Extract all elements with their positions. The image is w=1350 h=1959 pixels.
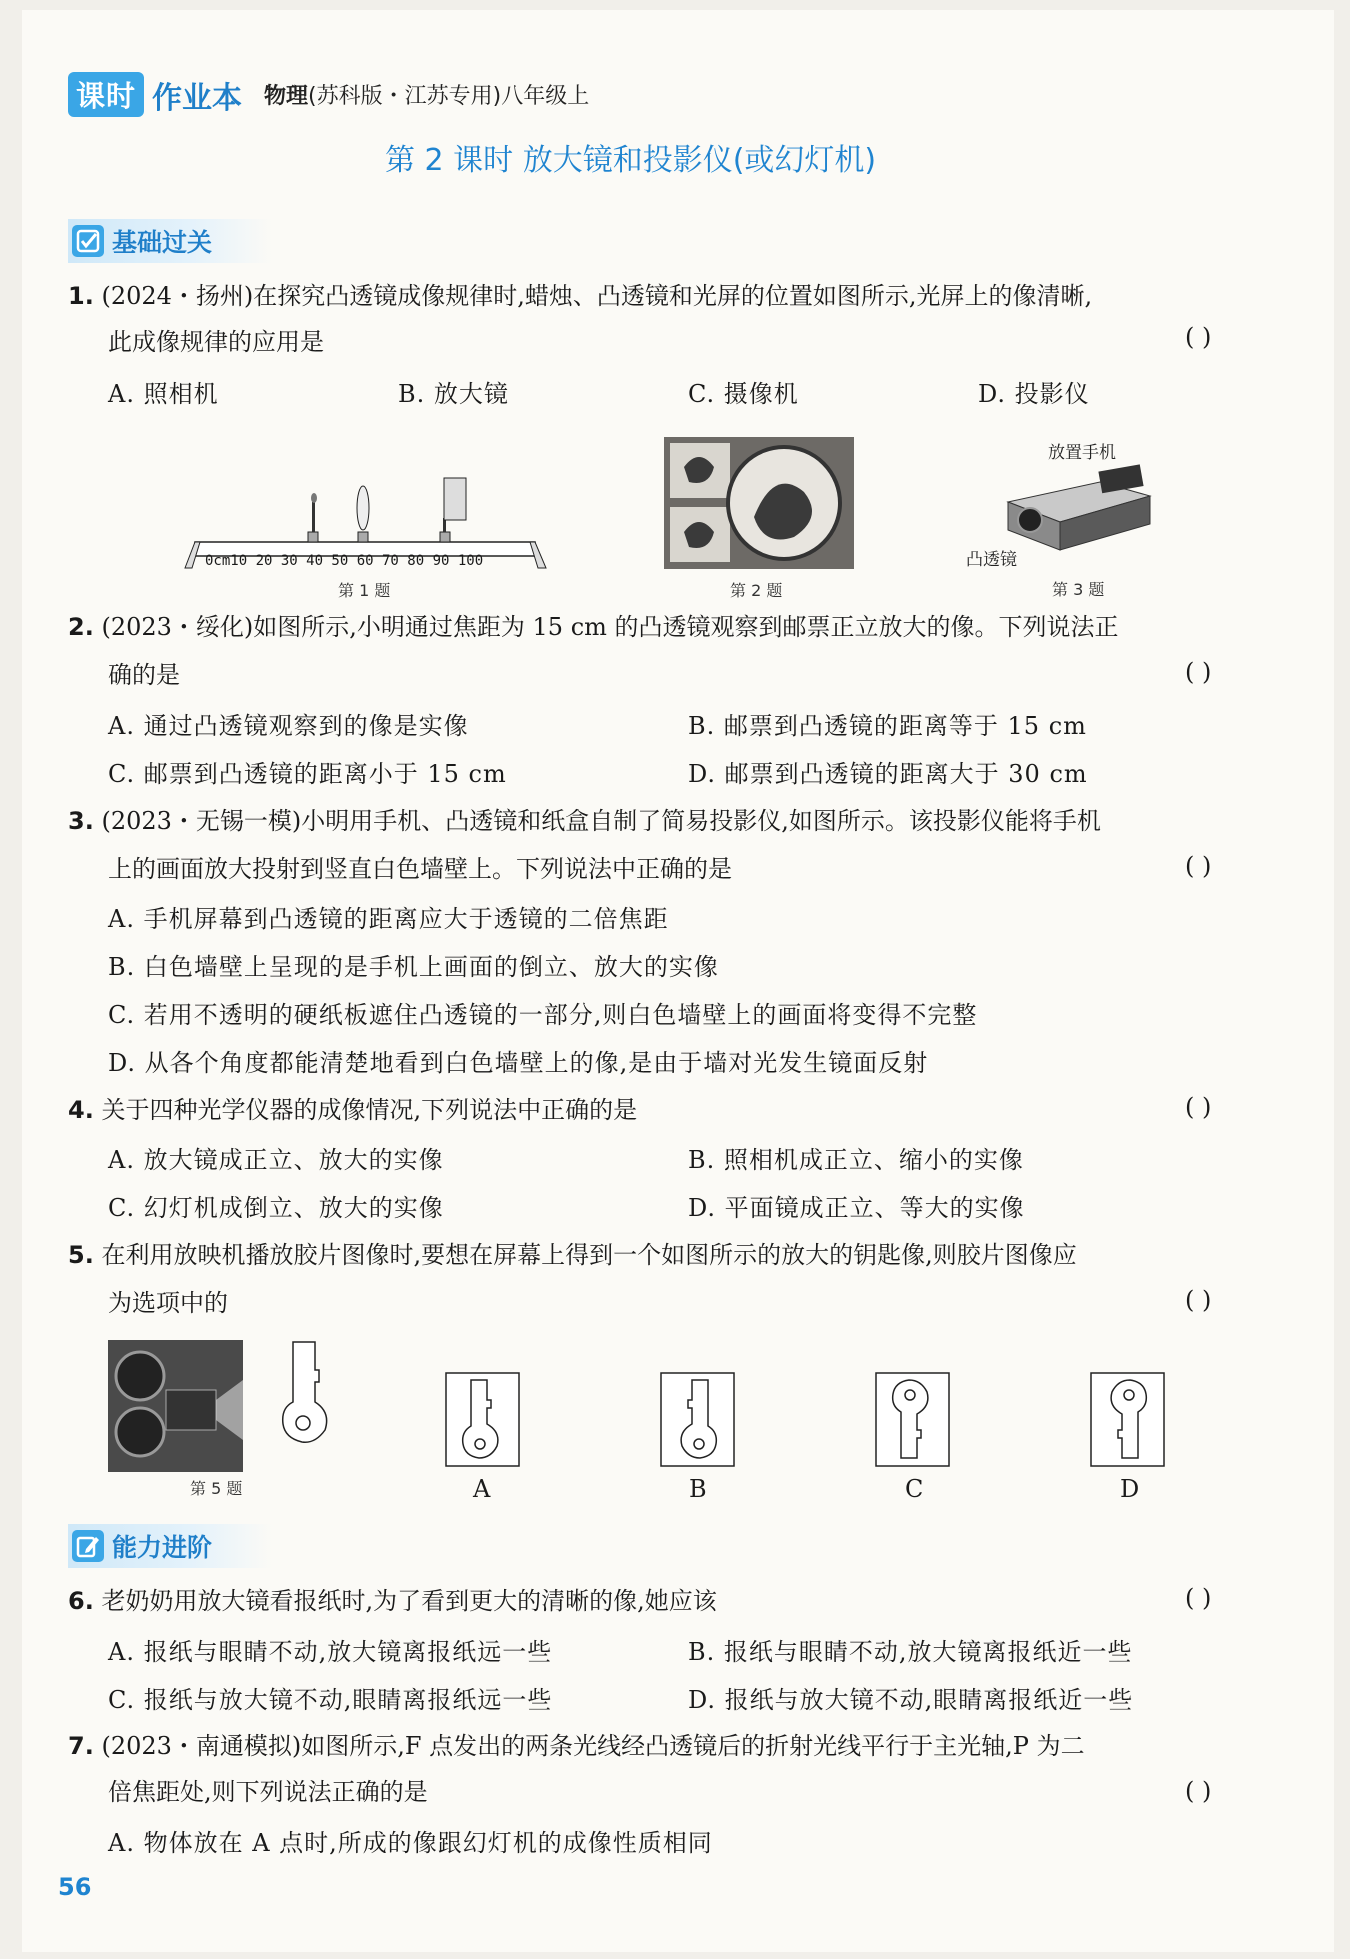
section-basic-header — [68, 219, 272, 263]
q6-option-c: C. 报纸与放大镜不动,眼睛离报纸远一些 — [108, 1686, 553, 1714]
q3-option-a: A. 手机屏幕到凸透镜的距离应大于透镜的二倍焦距 — [108, 905, 669, 933]
q3-stem-line2: 上的画面放大投射到竖直白色墙壁上。下列说法中正确的是 — [108, 855, 732, 883]
figure-2-stamp-magnifier-photo — [664, 437, 854, 569]
q2-option-b: B. 邮票到凸透镜的距离等于 15 cm — [688, 712, 1087, 740]
brand-logo: 课时 — [68, 72, 144, 117]
choice-a-film — [445, 1372, 520, 1467]
q1-answer-blank: ( ) — [1185, 323, 1212, 351]
q6-option-a: A. 报纸与眼睛不动,放大镜离报纸远一些 — [108, 1638, 553, 1666]
choice-d-film — [1090, 1372, 1165, 1467]
q5-stem-line1: 在利用放映机播放胶片图像时,要想在屏幕上得到一个如图所示的放大的钥匙像,则胶片图像应 — [101, 1241, 1077, 1269]
q4 — [68, 1091, 637, 1129]
subject-edition — [264, 79, 589, 110]
q6 — [68, 1582, 717, 1620]
choice-c-film — [875, 1372, 950, 1467]
checkbox-icon — [72, 225, 104, 257]
q6-answer-blank: ( ) — [1185, 1584, 1212, 1612]
choice-a-label: A — [473, 1475, 491, 1503]
header-brand — [68, 72, 589, 117]
choice-d-label: D — [1120, 1475, 1140, 1503]
subject: 物理 — [264, 84, 309, 109]
q1-option-b: B. 放大镜 — [398, 380, 509, 408]
q6-number: 6. — [68, 1587, 94, 1615]
q6-option-d: D. 报纸与放大镜不动,眼睛离报纸近一些 — [688, 1686, 1134, 1714]
choice-b-film — [660, 1372, 735, 1467]
figure-3-label-lens: 凸透镜 — [966, 550, 1017, 570]
choice-b-label: B — [689, 1475, 707, 1503]
figure-3-box-projector — [1000, 462, 1155, 554]
brand-name: 作业本 — [152, 80, 243, 116]
q1-number: 1. — [68, 282, 94, 310]
q4-option-a: A. 放大镜成正立、放大的实像 — [108, 1146, 444, 1174]
figure-5-film-projector-photo — [108, 1340, 243, 1472]
q4-option-d: D. 平面镜成正立、等大的实像 — [688, 1194, 1025, 1222]
q4-option-c: C. 幻灯机成倒立、放大的实像 — [108, 1194, 444, 1222]
q1 — [68, 277, 1092, 315]
q7 — [68, 1727, 1085, 1765]
q5-stem-line2: 为选项中的 — [108, 1289, 228, 1317]
q5 — [68, 1236, 1077, 1274]
section-advanced-title: 能力进阶 — [112, 1533, 213, 1562]
q3-option-b: B. 白色墙壁上呈现的是手机上画面的倒立、放大的实像 — [108, 953, 719, 981]
q1-stem-line2: 此成像规律的应用是 — [108, 328, 324, 356]
q3-stem-line1: (2023・无锡一模)小明用手机、凸透镜和纸盒自制了简易投影仪,如图所示。该投影仪能将手机 — [101, 807, 1101, 835]
q3-option-d: D. 从各个角度都能清楚地看到白色墙壁上的像,是由于墙对光发生镜面反射 — [108, 1049, 929, 1077]
q1-option-d: D. 投影仪 — [978, 380, 1090, 408]
q7-stem-line1: (2023・南通模拟)如图所示,F 点发出的两条光线经凸透镜后的折射光线平行于主光轴,P 为二 — [101, 1732, 1085, 1760]
q2-option-c: C. 邮票到凸透镜的距离小于 15 cm — [108, 760, 507, 788]
q3-number: 3. — [68, 807, 94, 835]
figure-5-caption: 第 5 题 — [190, 1479, 243, 1498]
q1-option-a: A. 照相机 — [108, 380, 219, 408]
q7-stem-line2: 倍焦距处,则下列说法正确的是 — [108, 1778, 428, 1806]
page-number: 56 — [58, 1873, 92, 1901]
q2-stem-line1: (2023・绥化)如图所示,小明通过焦距为 15 cm 的凸透镜观察到邮票正立放大的像。下列说法正 — [101, 613, 1119, 641]
q3 — [68, 802, 1101, 840]
q6-option-b: B. 报纸与眼睛不动,放大镜离报纸近一些 — [688, 1638, 1133, 1666]
q1-stem-line1: (2024・扬州)在探究凸透镜成像规律时,蜡烛、凸透镜和光屏的位置如图所示,光屏上的像清晰, — [101, 282, 1093, 310]
q7-option-a: A. 物体放在 A 点时,所成的像跟幻灯机的成像性质相同 — [108, 1829, 713, 1857]
q2-number: 2. — [68, 613, 94, 641]
q4-stem-line1: 关于四种光学仪器的成像情况,下列说法中正确的是 — [101, 1096, 638, 1124]
q7-number: 7. — [68, 1732, 94, 1760]
q3-option-c: C. 若用不透明的硬纸板遮住凸透镜的一部分,则白色墙壁上的画面将变得不完整 — [108, 1001, 978, 1029]
q5-answer-blank: ( ) — [1185, 1286, 1212, 1314]
q2-stem-line2: 确的是 — [108, 661, 180, 689]
q2-option-a: A. 通过凸透镜观察到的像是实像 — [108, 712, 469, 740]
q7-answer-blank: ( ) — [1185, 1777, 1212, 1805]
figure-2-caption: 第 2 题 — [730, 581, 783, 600]
q2-option-d: D. 邮票到凸透镜的距离大于 30 cm — [688, 760, 1088, 788]
pencil-edit-icon — [72, 1530, 104, 1562]
q4-answer-blank: ( ) — [1185, 1093, 1212, 1121]
q2-answer-blank: ( ) — [1185, 658, 1212, 686]
edition: (苏科版・江苏专用)八年级上 — [308, 84, 590, 109]
q6-stem-line1: 老奶奶用放大镜看报纸时,为了看到更大的清晰的像,她应该 — [101, 1587, 717, 1615]
choice-c-label: C — [905, 1475, 924, 1503]
figure-3-label-phone: 放置手机 — [1048, 443, 1116, 463]
q1-option-c: C. 摄像机 — [688, 380, 799, 408]
section-advanced-header — [68, 1524, 272, 1568]
key-image-enlarged — [275, 1340, 335, 1445]
figure-1-caption: 第 1 题 — [338, 581, 391, 600]
figure-1-scale-labels: 0cm10 20 30 40 50 60 70 80 90 100 — [205, 553, 484, 569]
section-basic-title: 基础过关 — [112, 228, 213, 257]
q4-number: 4. — [68, 1096, 94, 1124]
q5-number: 5. — [68, 1241, 94, 1269]
q4-option-b: B. 照相机成正立、缩小的实像 — [688, 1146, 1024, 1174]
q2 — [68, 608, 1119, 646]
q3-answer-blank: ( ) — [1185, 852, 1212, 880]
lesson-title: 第 2 课时 放大镜和投影仪(或幻灯机) — [385, 143, 877, 178]
figure-3-caption: 第 3 题 — [1052, 580, 1105, 599]
